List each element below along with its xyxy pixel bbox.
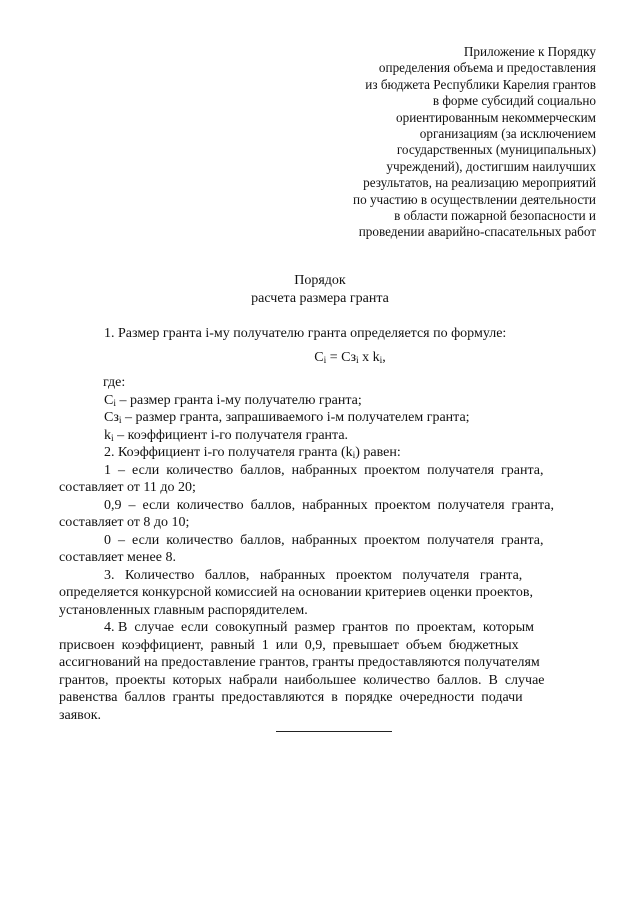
- paragraph-3-line-3: установленных главным распорядителем.: [59, 602, 308, 618]
- formula-c: С: [314, 349, 324, 365]
- definition-sub: i: [111, 433, 114, 444]
- appendix-line: Приложение к Порядку: [463, 44, 596, 59]
- formula-cz: = Сз: [326, 349, 356, 365]
- document-body: [59, 325, 596, 724]
- formula-sub: i: [379, 355, 383, 366]
- definition-text: – размер гранта, запрашиваемого i-м получателем гранта;: [121, 410, 470, 425]
- appendix-line: определения объема и предоставления: [378, 60, 596, 76]
- title-line-1: Порядок: [294, 273, 346, 288]
- paragraph-4-line-4: грантов, проекты которых набрали наибольшее количество баллов. В случае: [59, 672, 545, 688]
- appendix-line: результатов, на реализацию мероприятий: [363, 175, 596, 191]
- paragraph-4-line-1: 4. В случае если совокупный размер грантов по проектам, которым: [104, 620, 535, 635]
- paragraph-3-line-2: определяется конкурсной комиссией на основании критериев оценки проектов,: [59, 585, 533, 600]
- document-title: [0, 272, 640, 307]
- definition-1: [104, 392, 596, 410]
- appendix-line: по участию в осуществлении деятельности: [353, 191, 596, 207]
- definition-symbol: k: [104, 427, 111, 443]
- condition-3-line-2: составляет менее 8.: [59, 550, 176, 565]
- paragraph-1: 1. Размер гранта i-му получателю гранта определяется по формуле:: [104, 326, 507, 341]
- paragraph-2: [104, 444, 596, 462]
- definition-sub: i: [118, 416, 122, 426]
- appendix-line: организациям (за исключением: [419, 126, 596, 142]
- where-label: где:: [103, 375, 126, 390]
- paragraph-4-line-5: равенства баллов гранты предоставляются в порядке очередности подачи: [59, 690, 523, 705]
- definition-2: [104, 409, 596, 427]
- appendix-line: государственных (муниципальных): [396, 142, 596, 158]
- title-line-2: расчета размера гранта: [251, 290, 389, 306]
- definition-text: – размер гранта i-му получателю гранта;: [115, 392, 362, 408]
- appendix-line: учреждений), достигшим наилучших: [386, 158, 596, 174]
- paragraph-4-line-6: заявок.: [59, 707, 101, 723]
- appendix-line: в форме субсидий социально: [432, 93, 596, 109]
- paragraph-sub: i: [352, 451, 356, 461]
- paragraph-4-line-3: ассигнований на предоставление грантов, гранты предоставляются получателям: [59, 655, 540, 670]
- condition-1-line-1: 1 – если количество баллов, набранных проектом получателя гранта,: [104, 462, 544, 478]
- appendix-line: в области пожарной безопасности и: [394, 208, 596, 224]
- condition-3-line-1: 0 – если количество баллов, набранных проектом получателя гранта,: [104, 532, 544, 548]
- appendix-line: проведении аварийно-спасательных работ: [358, 224, 596, 240]
- condition-2-line-1: 0,9 – если количество баллов, набранных проектом получателя гранта,: [104, 497, 554, 513]
- formula-sub: i: [323, 355, 327, 366]
- definition-sub: i: [113, 398, 116, 409]
- condition-2-line-2: составляет от 8 до 10;: [59, 515, 190, 530]
- paragraph-3-line-1: 3. Количество баллов, набранных проектом получателя гранта,: [104, 567, 523, 583]
- definition-symbol: Сз: [104, 410, 119, 425]
- formula-end: ,: [382, 349, 386, 365]
- appendix-header: [266, 44, 596, 241]
- formula-k: х k: [358, 349, 380, 365]
- end-rule: [276, 731, 392, 732]
- paragraph-text: ) равен:: [355, 445, 401, 460]
- definition-text: – коэффициент i-го получателя гранта.: [113, 427, 349, 443]
- definition-3: [104, 427, 596, 445]
- formula: [104, 349, 596, 367]
- condition-1-line-2: составляет от 11 до 20;: [59, 480, 196, 495]
- appendix-line: из бюджета Республики Карелия грантов: [365, 76, 596, 92]
- paragraph-text: 2. Коэффициент i-го получателя гранта (k: [104, 445, 353, 460]
- definition-symbol: С: [104, 392, 114, 408]
- formula-sub: i: [355, 355, 359, 366]
- paragraph-4-line-2: присвоен коэффициент, равный 1 или 0,9, превышает объем бюджетных: [59, 637, 519, 653]
- appendix-line: ориентированным некоммерческим: [396, 109, 596, 125]
